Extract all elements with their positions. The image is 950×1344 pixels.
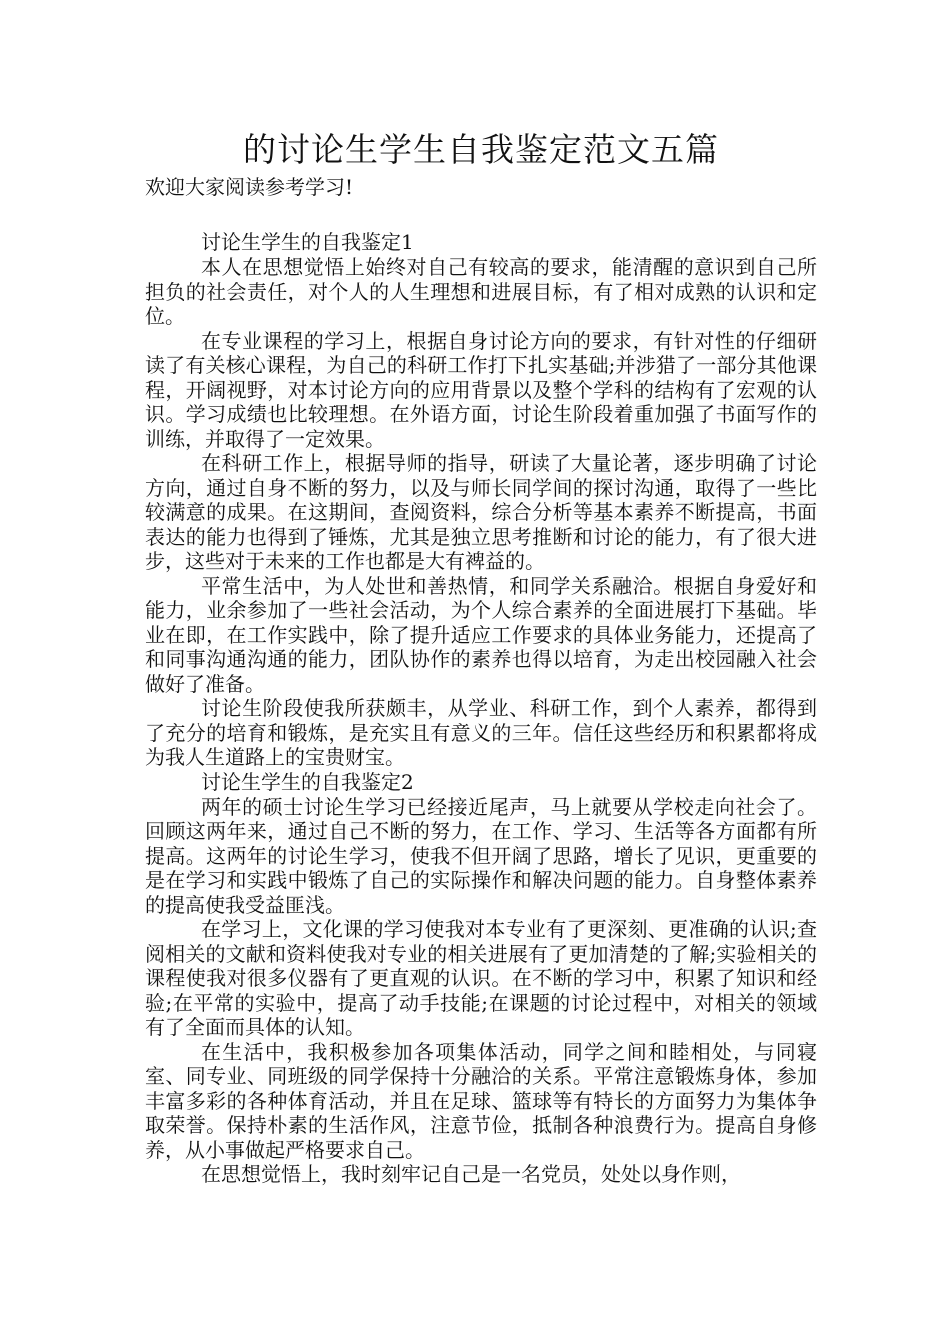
paragraph: 讨论生阶段使我所获颇丰，从学业、科研工作，到个人素养，都得到了充分的培育和锻炼，是充实且有意义的三年。信任这些经历和积累都将成为我人生道路上的宝贵财宝。	[145, 696, 817, 769]
paragraph: 两年的硕士讨论生学习已经接近尾声，马上就要从学校走向社会了。回顾这两年来，通过自己不断的努力，在工作、学习、生活等各方面都有所提高。这两年的讨论生学习，使我不但开阔了思路，增长了见识，更重要的是在学习和实践中锻炼了自己的实际操作和解决问题的能力。自身整体素养的提高使我受益匪浅。	[145, 794, 817, 917]
paragraph: 在思想觉悟上，我时刻牢记自己是一名党员，处处以身作则，	[201, 1162, 741, 1186]
section-1	[145, 230, 817, 770]
paragraph: 在科研工作上，根据导师的指导，研读了大量论著，逐步明确了讨论方向，通过自身不断的努力，以及与师长同学间的探讨沟通，取得了一些比较满意的成果。在这期间，查阅资料，综合分析等基本素养不断提高，书面表达的能力也得到了锤炼，尤其是独立思考推断和讨论的能力，有了很大进步，这些对于未来的工作也都是大有裨益的。	[145, 451, 817, 573]
paragraph: 本人在思想觉悟上始终对自己有较高的要求，能清醒的意识到自己所担负的社会责任，对个人的人生理想和进展目标，有了相对成熟的认识和定位。	[145, 255, 817, 328]
paragraph: 平常生活中，为人处世和善热情，和同学关系融洽。根据自身爱好和能力，业余参加了一些社会活动，为个人综合素养的全面进展打下基础。毕业在即，在工作实践中，除了提升适应工作要求的具体业务能力，还提高了和同事沟通沟通的能力，团队协作的素养也得以培育，为走出校园融入社会做好了准备。	[145, 573, 817, 696]
paragraph: 在学习上，文化课的学习使我对本专业有了更深刻、更准确的认识;查阅相关的文献和资料使我对专业的相关进展有了更加清楚的了解;实验相关的课程使我对很多仪器有了更直观的认识。在不断的学习中，积累了知识和经验;在平常的实验中，提高了动手技能;在课题的讨论过程中，对相关的领域有了全面而具体的认知。	[145, 917, 817, 1039]
intro-text: 欢迎大家阅读参考学习!	[145, 175, 354, 199]
section-2	[145, 770, 817, 1187]
document-title: 的讨论生学生自我鉴定范文五篇	[243, 130, 719, 169]
document-page	[145, 128, 817, 1187]
section-heading: 讨论生学生的自我鉴定2	[201, 769, 414, 794]
section-heading: 讨论生学生的自我鉴定1	[201, 230, 414, 254]
paragraph: 在专业课程的学习上，根据自身讨论方向的要求，有针对性的仔细研读了有关核心课程，为自己的科研工作打下扎实基础;并涉猎了一部分其他课程，开阔视野，对本讨论方向的应用背景以及整个学科的结构有了宏观的认识。学习成绩也比较理想。在外语方面，讨论生阶段着重加强了书面写作的训练，并取得了一定效果。	[145, 328, 817, 451]
paragraph: 在生活中，我积极参加各项集体活动，同学之间和睦相处，与同寝室、同专业、同班级的同学保持十分融洽的关系。平常注意锻炼身体，参加丰富多彩的各种体育活动，并且在足球、篮球等有特长的方面努力为集体争取荣誉。保持朴素的生活作风，注意节俭，抵制各种浪费行为。提高自身修养，从小事做起严格要求自己。	[145, 1039, 817, 1162]
